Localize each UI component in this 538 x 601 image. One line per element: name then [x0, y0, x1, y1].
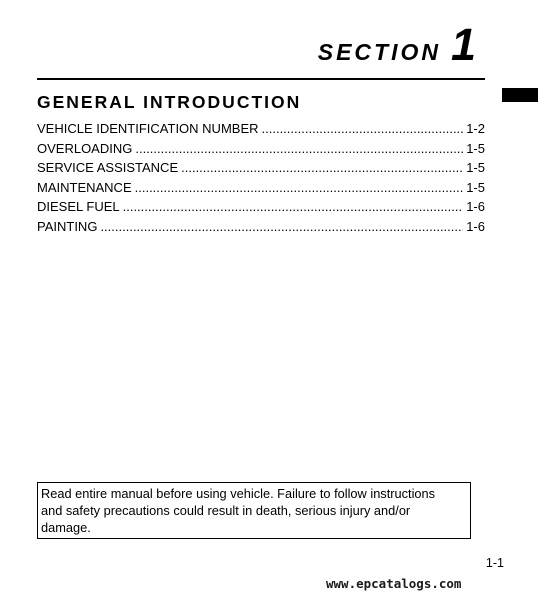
toc-entry-label: SERVICE ASSISTANCE [37, 160, 179, 175]
toc-entry-page: 1-2 [466, 121, 485, 136]
toc-entry-label: OVERLOADING [37, 140, 133, 156]
toc-entry-painting[interactable] [37, 219, 485, 239]
warning-line: damage. [41, 520, 91, 535]
warning-line: Read entire manual before using vehicle. Failure to follow instructions [41, 486, 436, 501]
toc-entry-diesel-fuel[interactable] [37, 199, 485, 219]
toc-entry-maintenance[interactable] [37, 180, 485, 200]
table-of-contents [37, 121, 485, 238]
section-label: SECTION [317, 39, 441, 65]
toc-dot-leader [135, 180, 464, 195]
toc-entry-page: 1-6 [466, 218, 485, 234]
toc-entry-label: DIESEL FUEL [37, 199, 120, 214]
toc-dot-leader [262, 121, 464, 136]
section-header [317, 19, 476, 70]
toc-entry-page: 1-5 [466, 179, 485, 195]
toc-entry-service-assistance[interactable] [37, 160, 485, 180]
toc-entry-page: 1-6 [466, 199, 485, 214]
warning-line: and safety precautions could result in death, serious injury and/or [41, 503, 411, 518]
safety-warning-box [37, 482, 471, 539]
toc-entry-page: 1-5 [466, 160, 485, 175]
toc-dot-leader [123, 199, 464, 214]
toc-entry-vehicle-identification-number[interactable] [37, 121, 485, 141]
toc-entry-label: VEHICLE IDENTIFICATION NUMBER [37, 121, 259, 136]
toc-entry-page: 1-5 [466, 140, 485, 156]
watermark-url: www.epcatalogs.com [326, 576, 462, 591]
toc-entry-overloading[interactable] [37, 141, 485, 161]
section-tab-marker [502, 88, 538, 102]
page-number: 1-1 [485, 556, 504, 570]
toc-dot-leader [100, 219, 463, 234]
section-number: 1 [450, 19, 476, 70]
toc-entry-label: MAINTENANCE [37, 179, 132, 195]
toc-dot-leader [135, 141, 463, 156]
header-rule [37, 78, 485, 80]
toc-dot-leader [181, 160, 463, 175]
page-title: GENERAL INTRODUCTION [37, 92, 302, 112]
toc-entry-label: PAINTING [37, 218, 98, 234]
